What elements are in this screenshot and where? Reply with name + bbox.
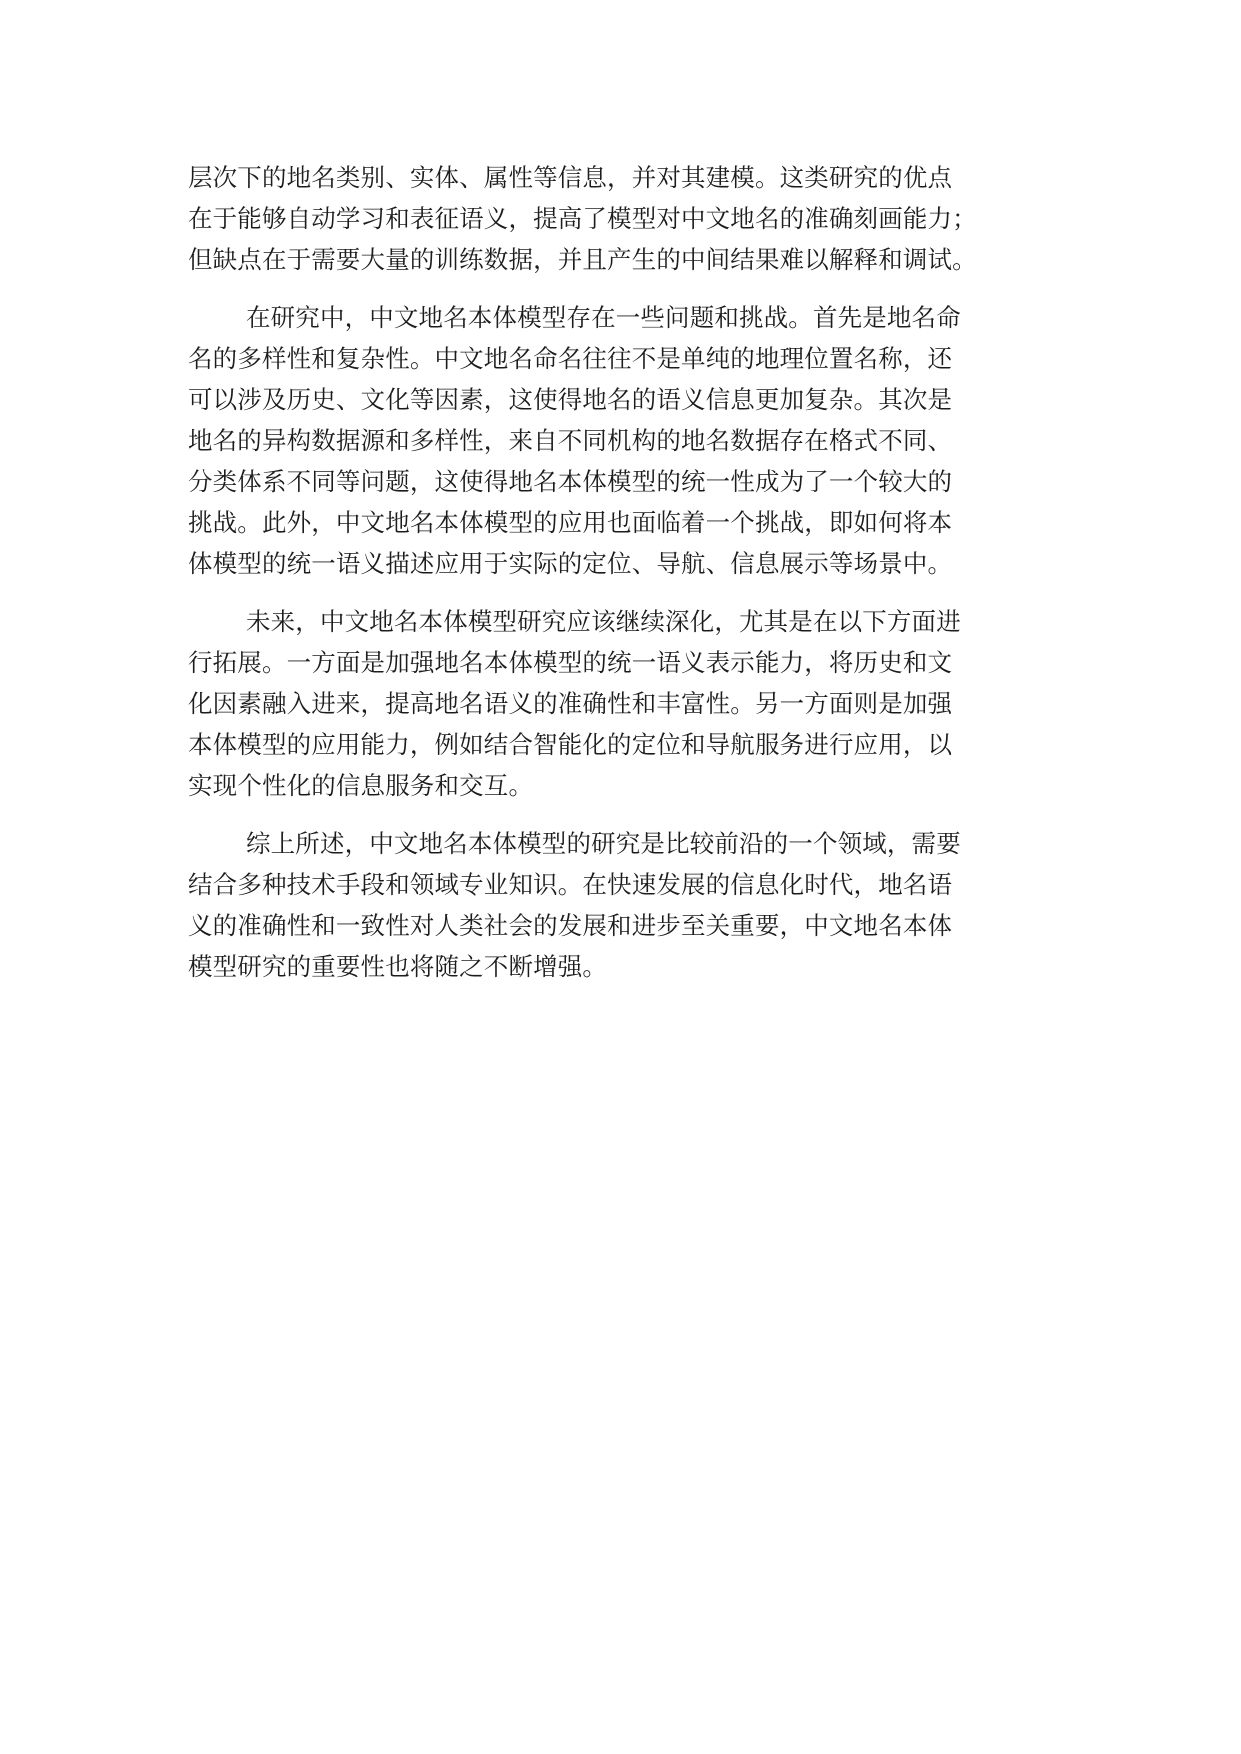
paragraph-line: 体模型的统一语义描述应用于实际的定位、导航、信息展示等场景中。 <box>188 549 953 578</box>
paragraph-line: 挑战。此外，中文地名本体模型的应用也面临着一个挑战，即如何将本 <box>188 508 953 537</box>
paragraph-1 <box>188 157 1088 280</box>
paragraph-line: 综上所述，中文地名本体模型的研究是比较前沿的一个领域，需要 <box>246 829 961 858</box>
paragraph-line: 未来，中文地名本体模型研究应该继续深化，尤其是在以下方面进 <box>246 607 961 636</box>
paragraph-line: 结合多种技术手段和领域专业知识。在快速发展的信息化时代，地名语 <box>188 870 953 899</box>
paragraph-line: 义的准确性和一致性对人类社会的发展和进步至关重要，中文地名本体 <box>188 911 953 940</box>
paragraph-line: 行拓展。一方面是加强地名本体模型的统一语义表示能力，将历史和文 <box>188 648 953 677</box>
paragraph-line: 名的多样性和复杂性。中文地名命名往往不是单纯的地理位置名称，还 <box>188 344 953 373</box>
paragraph-4 <box>188 823 1088 987</box>
paragraph-line: 分类体系不同等问题，这使得地名本体模型的统一性成为了一个较大的 <box>188 467 953 496</box>
paragraph-line: 在于能够自动学习和表征语义，提高了模型对中文地名的准确刻画能力； <box>188 204 977 233</box>
paragraph-line: 层次下的地名类别、实体、属性等信息，并对其建模。这类研究的优点 <box>188 163 953 192</box>
paragraph-line: 本体模型的应用能力，例如结合智能化的定位和导航服务进行应用，以 <box>188 730 953 759</box>
paragraph-line: 在研究中，中文地名本体模型存在一些问题和挑战。首先是地名命 <box>246 303 961 332</box>
paragraph-line: 可以涉及历史、文化等因素，这使得地名的语义信息更加复杂。其次是 <box>188 385 953 414</box>
paragraph-line: 地名的异构数据源和多样性，来自不同机构的地名数据存在格式不同、 <box>188 426 953 455</box>
paragraph-line: 化因素融入进来，提高地名语义的准确性和丰富性。另一方面则是加强 <box>188 689 953 718</box>
paragraph-2 <box>188 297 1088 584</box>
paragraph-line: 模型研究的重要性也将随之不断增强。 <box>188 952 608 981</box>
paragraph-line: 实现个性化的信息服务和交互。 <box>188 771 534 800</box>
paragraph-3 <box>188 601 1088 806</box>
paragraph-line: 但缺点在于需要大量的训练数据，并且产生的中间结果难以解释和调试。 <box>188 245 977 274</box>
document-body <box>188 157 1088 1004</box>
